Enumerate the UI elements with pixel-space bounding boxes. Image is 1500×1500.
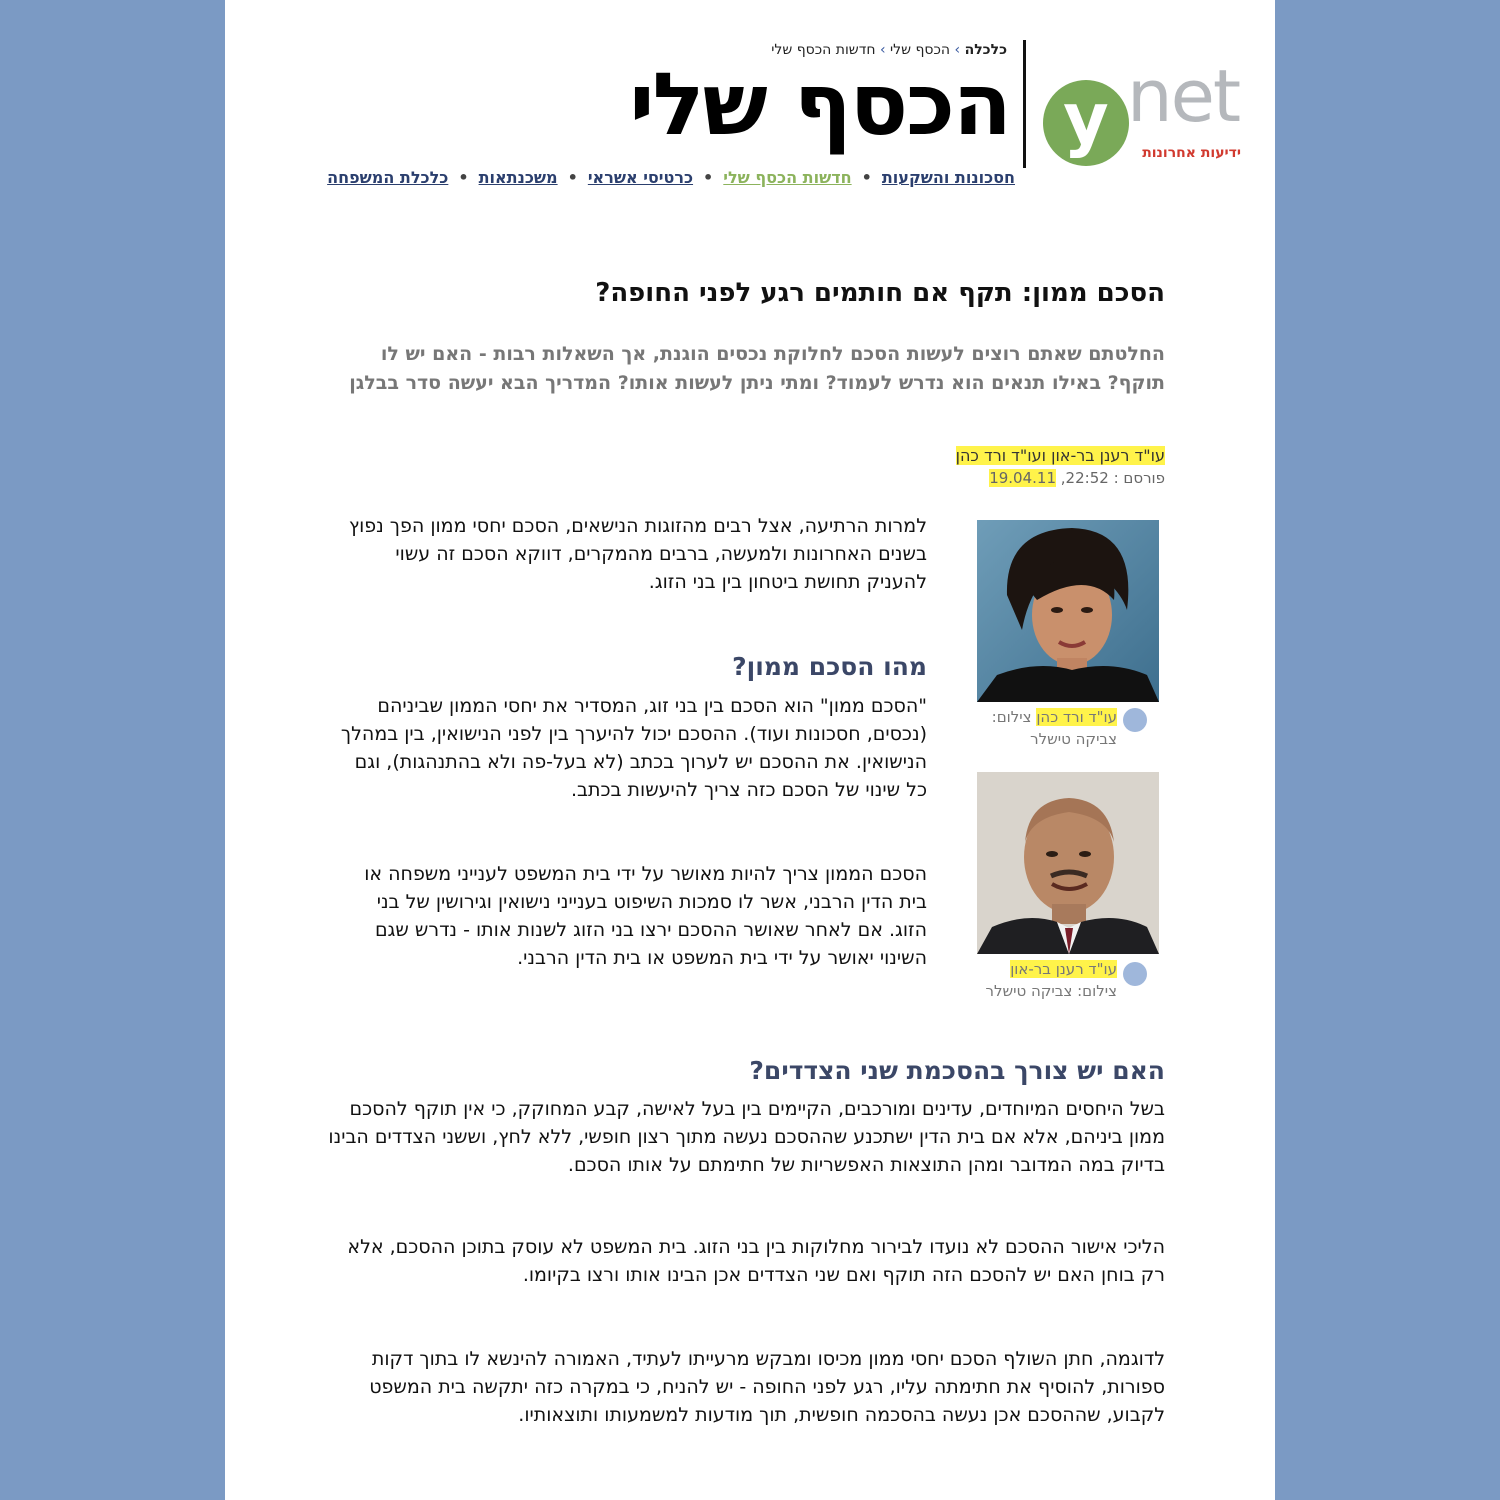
breadcrumb-item-news[interactable]: חדשות הכסף שלי xyxy=(771,42,876,58)
magnify-icon[interactable] xyxy=(1123,708,1147,732)
ynet-logo-icon[interactable]: y xyxy=(1043,80,1129,166)
caption-name: עו"ד ורד כהן xyxy=(1036,708,1117,726)
article-authors xyxy=(825,446,1165,465)
photo-caption-1 xyxy=(977,706,1117,750)
nav-item-news[interactable]: חדשות הכסף שלי xyxy=(723,168,852,187)
article-subtitle: החלטתם שאתם רוצים לעשות הסכם לחלוקת נכסים הוגנת, אך השאלות רבות - האם יש לו תוקף? באילו תנאים הוא נדרש לעמוד? ומתי ניתן לעשות אותו? המדריך הבא יעשה סדר בבלגן xyxy=(349,343,1165,394)
nav-item-mortgages[interactable]: משכנתאות xyxy=(478,168,558,187)
section2-paragraph-3: לדוגמה, חתן השולף הסכם יחסי ממון מכיסו ומבקש מרעייתו לעתיד, האמורה להינשא לו בתוך דקות ספורות, להוסיף את חתימתה עליו, רגע לפני החופה - יש להניח, כי במקרה כזה יתקשה בית המשפט לקבוע, שההסכם אכן נעשה בהסכמה חופשית, תוך מודעות למשמעותו ותוצאותיו. xyxy=(369,1348,1165,1426)
section1-paragraph-1: "הסכם ממון" הוא הסכם בין בני זוג, המסדיר את יחסי הממון שביניהם (נכסים, חסכונות ועוד). ההסכם יכול להיערך בין לפני הנישואין, בין במהלך הנישואין. את ההסכם יש לערוך בכתב (לא בעל-פה ולא בהתנהגות), וגם כל שינוי של הסכם כזה צריך להיעשות בכתב. xyxy=(340,695,927,801)
woman-portrait-image xyxy=(977,520,1159,702)
breadcrumb-chevron-icon: › xyxy=(879,42,886,58)
photo-caption-2 xyxy=(977,958,1117,1002)
section-title: הכסף שלי xyxy=(629,55,1010,155)
nav-item-savings[interactable]: חסכונות והשקעות xyxy=(881,168,1015,187)
photo-vered-cohen[interactable] xyxy=(977,520,1159,702)
section2-heading: האם יש צורך בהסכמת שני הצדדים? xyxy=(749,1056,1165,1085)
section1-heading: מהו הסכם ממון? xyxy=(732,652,927,681)
breadcrumb-chevron-icon: › xyxy=(954,42,961,58)
published-time: 22:52 xyxy=(1065,469,1109,487)
caption-name: עו"ד רענן בר-און xyxy=(1010,960,1117,978)
published-date: 19.04.11 xyxy=(989,469,1056,487)
section2-paragraph-1: בשל היחסים המיוחדים, עדינים ומורכבים, הקיימים בין בעל לאישה, קבע המחוקק, כי אין תוקף להסכם ממון ביניהם, אלא אם בית הדין ישתכנע שההסכם נעשה מתוך רצון חופשי, ללא לחץ, וששני הצדדים הבינו בדיוק במה המדובר ומהן התוצאות האפשריות של חתימתם על אותו הסכם. xyxy=(328,1098,1165,1176)
published-info: פורסם : 22:52, 19.04.11 xyxy=(989,469,1165,487)
header-divider xyxy=(1023,40,1026,168)
authors-text[interactable]: עו"ד רענן בר-און ועו"ד ורד כהן xyxy=(955,446,1165,465)
published-label: פורסם : xyxy=(1113,469,1165,487)
nav-item-credit-cards[interactable]: כרטיסי אשראי xyxy=(587,168,694,187)
nav-separator: • xyxy=(703,168,714,187)
magnify-icon[interactable] xyxy=(1123,962,1147,986)
article-page xyxy=(225,0,1275,1500)
nav-separator: • xyxy=(567,168,578,187)
nav-separator: • xyxy=(861,168,872,187)
nav-item-family-economy[interactable]: כלכלת המשפחה xyxy=(327,168,449,187)
breadcrumb-item-economy[interactable]: כלכלה xyxy=(964,42,1007,58)
article-intro: למרות הרתיעה, אצל רבים מהזוגות הנישאים, הסכם יחסי ממון הפך נפוץ בשנים האחרונות ולמעשה, ברבים מהמקרים, דווקא הסכם זה עשוי להעניק תחושת ביטחון בין בני הזוג. xyxy=(348,515,927,593)
ynet-logo-subtitle: ידיעות אחרונות xyxy=(1142,145,1241,161)
section1-paragraph-2: הסכם הממון צריך להיות מאושר על ידי בית המשפט לענייני משפחה או בית הדין הרבני, אשר לו סמכות השיפוט בענייני נישואין וגירושין של בני הזוג. אם לאחר שאושר ההסכם ירצו בני הזוג לשנות אותו - נדרש שגם השינוי יאושר על ידי בית המשפט או בית הדין הרבני. xyxy=(364,863,927,969)
article-title: הסכם ממון: תקף אם חותמים רגע לפני החופה? xyxy=(595,278,1165,308)
section-nav xyxy=(285,168,1015,187)
breadcrumb-item-my-money[interactable]: הכסף שלי xyxy=(890,42,951,58)
man-portrait-image xyxy=(977,772,1159,954)
nav-separator: • xyxy=(458,168,469,187)
caption-credit: צילום: צביקה טישלר xyxy=(985,982,1117,1000)
ynet-logo-text[interactable]: net xyxy=(1127,54,1240,138)
caption-credit: צילום: צביקה טישלר xyxy=(991,708,1117,748)
section2-paragraph-2: הליכי אישור ההסכם לא נועדו לבירור מחלוקות בין בני הזוג. בית המשפט לא עוסק בתוכן ההסכם, אלא רק בוחן האם יש להסכם הזה תוקף ואם שני הצדדים אכן הבינו אותו ורצו בקיומו. xyxy=(347,1236,1165,1286)
photo-raanan-bar-on[interactable] xyxy=(977,772,1159,954)
